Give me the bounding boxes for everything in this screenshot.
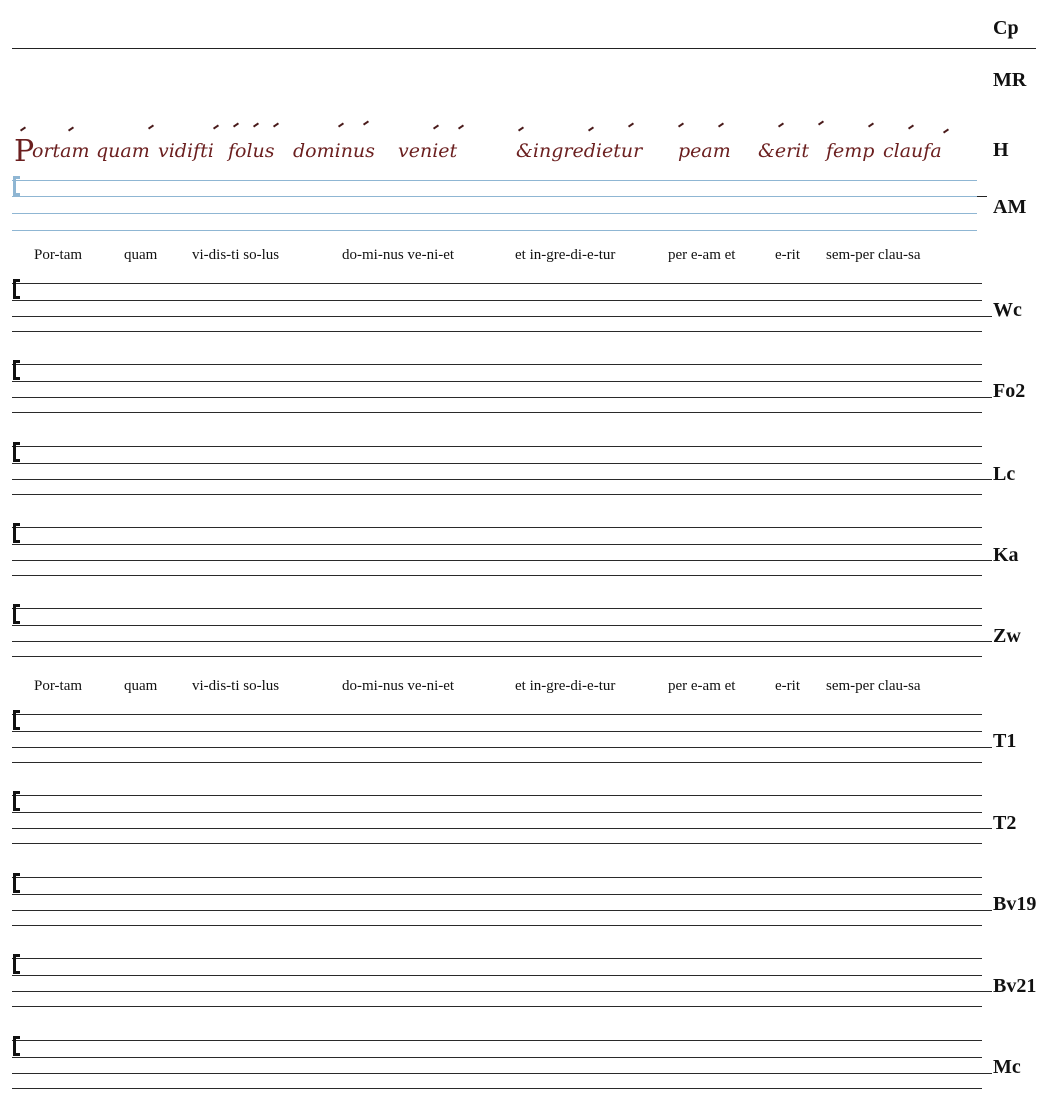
siglum-t2: T2 [993,812,1017,834]
neume-mark [433,124,439,129]
staff-wc [12,283,982,331]
staff-line [12,958,982,959]
manuscript-word: vidifti [158,140,214,162]
siglum-mr: MR [993,69,1027,91]
staff-line [12,213,977,214]
neume-mark [20,126,26,131]
manuscript-word: claufa [883,140,942,162]
staff-line [12,656,982,657]
neume-mark [628,122,634,127]
separator-rule [12,48,1036,49]
neume-mark [458,124,464,129]
neume-mark [678,122,684,127]
neume-mark [68,126,74,131]
c-clef-icon [12,953,22,975]
staff-line [12,1006,982,1007]
staff-line [12,446,982,447]
staff-line [12,316,992,317]
staff-line [12,560,992,561]
siglum-t1: T1 [993,730,1017,752]
lyric-word: et in-gre-di-e-tur [515,678,616,694]
c-clef-icon [12,359,22,381]
neume-mark [213,124,219,129]
staff-line [12,828,992,829]
manuscript-word: femp [826,140,875,162]
lyric-word: do-mi-nus ve-ni-et [342,678,455,694]
neume-mark [518,126,524,131]
neume-mark [233,122,239,127]
staff-zw [12,608,982,656]
manuscript-initial: P [14,134,35,169]
staff-line [12,1073,992,1074]
staff-extension [977,196,987,197]
staff-t2 [12,795,982,843]
staff-ka [12,527,982,575]
lyric-word: per e-am et [668,247,736,263]
c-clef-icon [12,872,22,894]
siglum-ka: Ka [993,544,1019,566]
neume-mark [778,122,784,127]
staff-line [12,1040,982,1041]
neume-mark [868,122,874,127]
staff-line [12,180,977,181]
manuscript-word: dominus [293,140,375,162]
siglum-bv19: Bv19 [993,893,1037,915]
staff-line [12,843,982,844]
staff-line [12,412,982,413]
neume-mark [363,120,369,125]
neume-mark [338,122,344,127]
lyric-word: et in-gre-di-e-tur [515,247,616,263]
c-clef-icon [12,278,22,300]
neume-mark [148,124,154,129]
c-clef-icon [12,441,22,463]
staff-line [12,575,982,576]
lyrics-row [0,247,990,267]
staff-line [12,300,982,301]
staff-line [12,331,982,332]
manuscript-word: folus [228,140,275,162]
neume-mark [943,128,949,133]
siglum-lc: Lc [993,463,1016,485]
staff-line [12,625,982,626]
lyric-word: sem-per clau-sa [826,247,921,263]
staff-line [12,479,992,480]
staff-line [12,230,977,231]
c-clef-icon [12,1035,22,1057]
neume-mark [908,124,914,129]
c-clef-icon [12,790,22,812]
staff-line [12,544,982,545]
staff-line [12,527,982,528]
staff-line [12,910,992,911]
neume-mark [253,122,259,127]
lyric-word: vi-dis-ti so-lus [192,247,280,263]
lyric-word: quam [124,247,158,263]
lyric-word: do-mi-nus ve-ni-et [342,247,455,263]
neume-mark [273,122,279,127]
staff-line [12,795,982,796]
neume-row [18,120,968,140]
neume-mark [588,126,594,131]
manuscript-word: &ingredietur [516,140,643,162]
lyric-word: e-rit [775,247,800,263]
lyric-word: per e-am et [668,678,736,694]
c-clef-icon [12,709,22,731]
siglum-am: AM [993,196,1027,218]
staff-line [12,381,982,382]
staff-line [12,608,982,609]
staff-lc [12,446,982,494]
staff-line [12,641,992,642]
staff-t1 [12,714,982,762]
lyric-word: Por-tam [34,678,83,694]
manuscript-word: quam [96,140,150,162]
staff-line [12,397,992,398]
manuscript-word: ortam [32,140,90,162]
staff-line [12,494,982,495]
staff-line [12,283,982,284]
manuscript-text-line [14,134,968,174]
lyric-word: Por-tam [34,247,83,263]
siglum-h: H [993,139,1009,161]
staff-line [12,975,982,976]
staff-line [12,762,982,763]
siglum-zw: Zw [993,625,1021,647]
staff-am [12,180,977,228]
staff-bv19 [12,877,982,925]
siglum-cp: Cp [993,17,1019,39]
neume-mark [718,122,724,127]
manuscript-word: veniet [398,140,458,162]
staff-line [12,747,992,748]
staff-line [12,991,992,992]
lyrics-row [0,678,990,698]
siglum-fo2: Fo2 [993,380,1026,402]
manuscript-word: &erit [758,140,809,162]
c-clef-icon [12,603,22,625]
staff-line [12,1088,982,1089]
staff-fo2 [12,364,982,412]
lyric-word: vi-dis-ti so-lus [192,678,280,694]
lyric-word: quam [124,678,158,694]
siglum-bv21: Bv21 [993,975,1037,997]
staff-line [12,894,982,895]
lyric-word: sem-per clau-sa [826,678,921,694]
lyric-word: e-rit [775,678,800,694]
staff-line [12,714,982,715]
siglum-mc: Mc [993,1056,1021,1078]
c-clef-icon [12,175,22,197]
staff-line [12,925,982,926]
neume-mark [818,120,824,125]
staff-line [12,196,977,197]
staff-line [12,731,982,732]
staff-line [12,812,982,813]
c-clef-icon [12,522,22,544]
staff-bv21 [12,958,982,1006]
manuscript-word: peam [678,140,731,162]
staff-line [12,877,982,878]
siglum-wc: Wc [993,299,1022,321]
staff-line [12,463,982,464]
staff-line [12,364,982,365]
staff-mc [12,1040,982,1088]
staff-line [12,1057,982,1058]
